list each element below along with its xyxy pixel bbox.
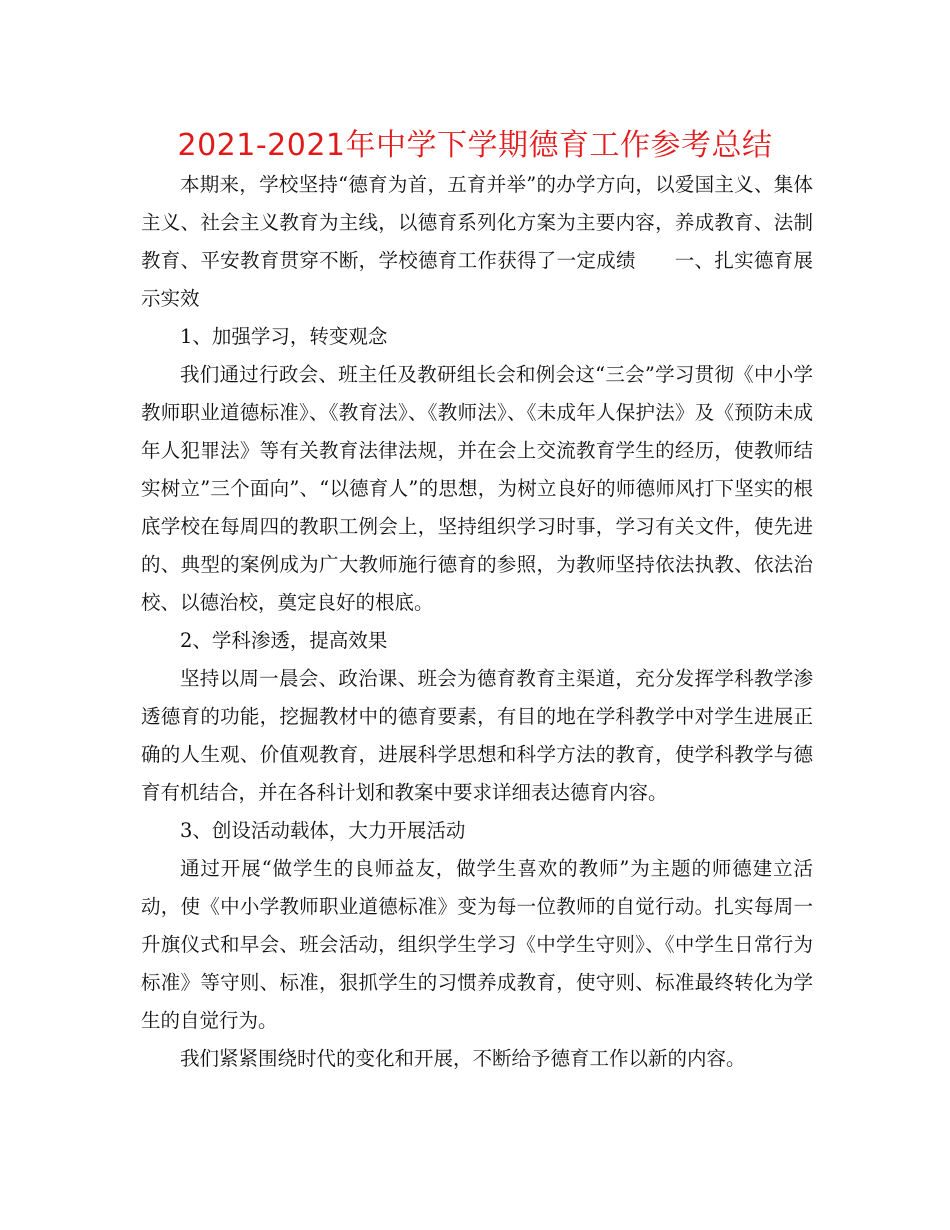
paragraph-intro-text: 本期来，学校坚持“德育为首，五育并举”的办学方向，以爱国主义、集体主义、社会主义教育为主线，以德育系列化方案为主要内容，养成教育、法制教育、平安教育贯穿不断，学校德育工作获得了一定成绩 — [141, 173, 813, 272]
document-body — [141, 166, 813, 1078]
paragraph-4: 我们紧紧围绕时代的变化和开展，不断给予德育工作以新的内容。 — [180, 1047, 746, 1070]
document-title: 2021-2021年中学下学期德育工作参考总结 — [177, 128, 773, 163]
paragraph-3: 通过开展“做学生的良师益友，做学生喜欢的教师”为主题的师德建立活动，使《中小学教师职业道德标准》变为每一位教师的自觉行动。扎实每周一升旗仪式和早会、班会活动，组织学生学习《中学生守则》、《中学生日常行为标准》等守则、标准，狠抓学生的习惯养成教育，使守则、标准最终转化为学生的自觉行为。 — [141, 857, 813, 1032]
subheading-3: 3、创设活动载体，大力开展活动 — [180, 819, 466, 842]
paragraph-1: 我们通过行政会、班主任及教研组长会和例会这“三会”学习贯彻《中小学教师职业道德标准》、《教育法》、《教师法》、《未成年人保护法》及《预防未成年人犯罪法》等有关教育法律法规，并在会上交流教育学生的经历，使教师结实树立”三个面向”、“以德育人”的思想，为树立良好的师德师风打下坚实的根底学校在每周四的教职工例会上，坚持组织学习时事，学习有关文件，使先进的、典型的案例成为广大教师施行德育的参照，为教师坚持依法执教、依法治校、以德治校，奠定良好的根底。 — [141, 363, 813, 614]
subheading-2: 2、学科渗透，提高效果 — [180, 629, 388, 652]
subheading-1: 1、加强学习，转变观念 — [180, 325, 388, 348]
section-heading: 一、扎实德育展示实效 — [141, 249, 813, 310]
paragraph-2: 坚持以周一晨会、政治课、班会为德育教育主渠道，充分发挥学科教学渗透德育的功能，挖掘教材中的德育要素，有目的地在学科教学中对学生进展正确的人生观、价值观教育，进展科学思想和科学方法的教育，使学科教学与德育有机结合，并在各科计划和教案中要求详细表达德育内容。 — [141, 667, 813, 804]
paragraph-intro — [141, 166, 813, 318]
